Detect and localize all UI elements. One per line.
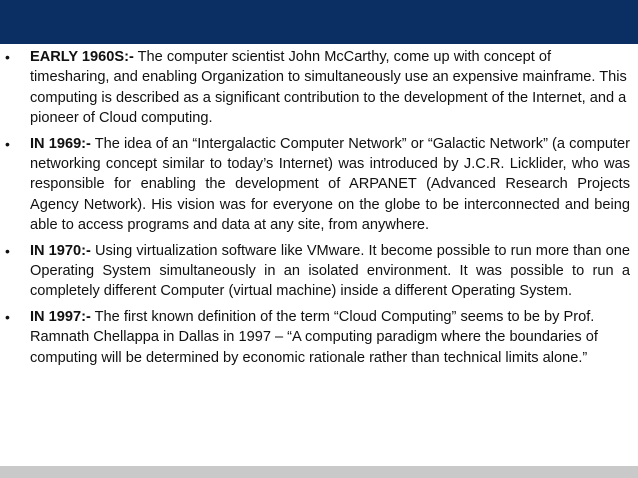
bullet-text: The idea of an “Intergalactic Computer Network” or “Galactic Network” (a computer networking concept similar to today’s Internet) was introduced by J.C.R. Licklider, who was responsible for enabling the development of ARPANET (Advanced Research Projects Agency Network). His vision was for everyone on the globe to be interconnected and being able to access programs and data at any site, from anywhere. [30, 135, 630, 234]
bullet-lead: IN 1997:- [30, 308, 91, 325]
bullet-lead: IN 1970:- [30, 242, 91, 259]
bullet-text: The computer scientist John McCarthy, come up with concept of timesharing, and enabling Organization to simultaneously use an expensive mainframe. This computing is described as a significant contribution to the development of the Internet, and a pioneer of Cloud computing. [30, 49, 627, 127]
bullet-dot-icon: • [5, 135, 10, 152]
bullet-dot-icon: • [5, 49, 10, 65]
bullet-lead: EARLY 1960S:- [30, 49, 134, 65]
bullet-1969 [0, 134, 638, 236]
bullet-lead: IN 1969:- [30, 135, 91, 152]
bullet-text: Using virtualization software like VMware. It become possible to run more than one Operating System simultaneously in an isolated environment. It was possible to run a completely different Computer (virtual machine) inside a different Operating System. [30, 242, 630, 300]
bullet-early-1960s [0, 47, 638, 129]
bullet-text: The first known definition of the term “Cloud Computing” seems to be by Prof. Ramnath Chellappa in Dallas in 1997 – “A computing paradigm where the boundaries of computing will be determined by economic rationale rather than technical limits alone.” [30, 308, 598, 366]
bullet-1997 [0, 307, 638, 368]
bullet-dot-icon: • [5, 308, 10, 325]
bullet-list [0, 47, 638, 373]
bullet-dot-icon: • [5, 242, 10, 259]
header-bar [0, 0, 638, 44]
bullet-1970 [0, 241, 638, 302]
footer-bar [0, 466, 638, 478]
